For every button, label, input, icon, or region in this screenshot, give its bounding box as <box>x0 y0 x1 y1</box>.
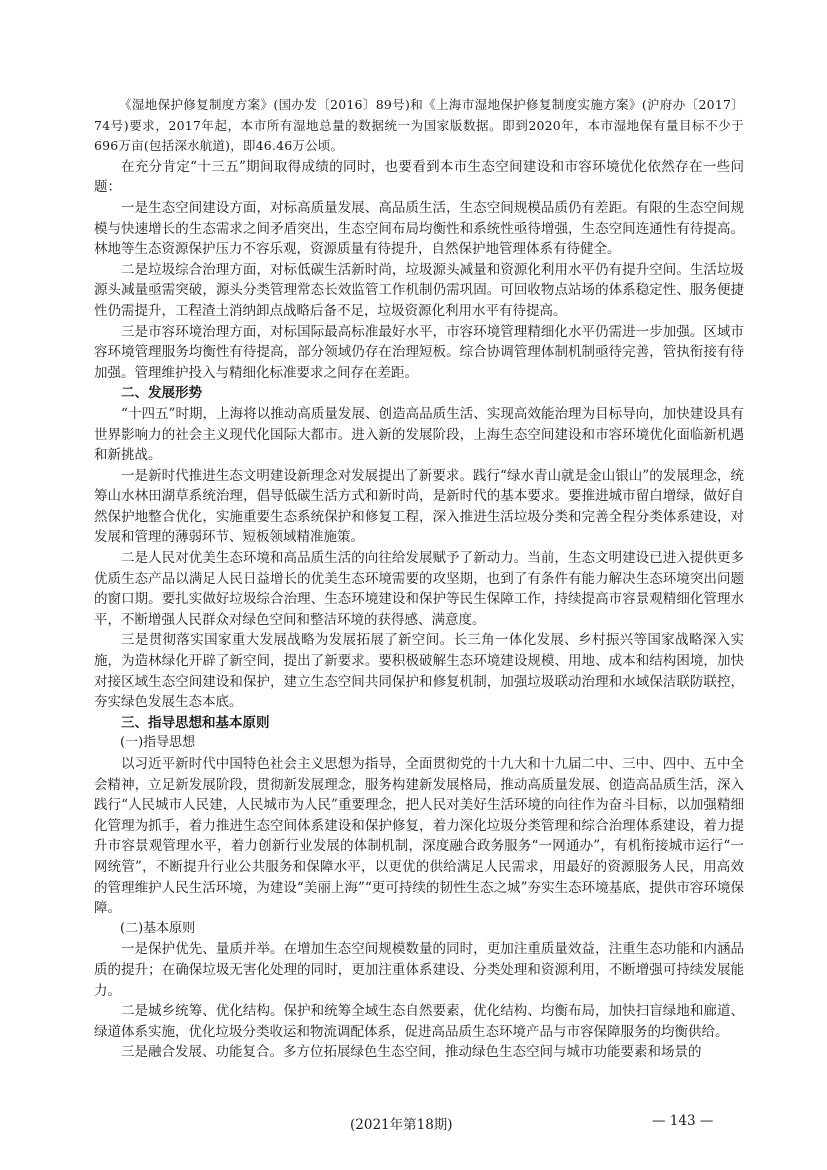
section-heading: 三、指导思想和基本原则 <box>121 714 270 731</box>
paragraph: 一是生态空间建设方面，对标高质量发展、高品质生活，生态空间规模品质仍有差距。有限的生态空间规模与快速增长的生态需求之间矛盾突出，生态空间布局均衡性和系统性亟待增强，生态空间连通性有待提高。林地等生态资源保护压力不容乐观，资源质量有待提升，自然保护地管理体系有待健全。 <box>94 199 744 258</box>
subsection-heading: (一)指导思想 <box>120 735 196 751</box>
paragraph: 一是保护优先、量质并举。在增加生态空间规模数量的同时，更加注重质量效益，注重生态功能和内涵品质的提升；在确保垃圾无害化处理的同时，更加注重体系建设、分类处理和资源利用，不断增强可持续发展能力。 <box>94 941 744 999</box>
paragraph: 《湿地保护修复制度方案》(国办发〔2016〕89号)和《上海市湿地保护修复制度实施方案》(沪府办〔2017〕74号)要求，2017年起，本市所有湿地总量的数据统一为国家版数据。即到2020年，本市湿地保有量目标不少于696万亩(包括深水航道)，即46.46万公顷。 <box>94 97 744 154</box>
paragraph: 在充分肯定“十三五”期间取得成绩的同时，也要看到本市生态空间建设和市容环境优化依然存在一些问题： <box>94 158 744 196</box>
subsection-heading: (二)基本原则 <box>120 920 196 936</box>
paragraph: 三是市容环境治理方面，对标国际最高标准最好水平，市容环境管理精细化水平仍需进一步加强。区域市容环境管理服务均衡性有待提高，部分领域仍存在治理短板。综合协调管理体制机制亟待完善，管执衔接有待加强。管理维护投入与精细化标准要求之间存在差距。 <box>94 323 744 381</box>
paragraph: “十四五”时期，上海将以推动高质量发展、创造高品质生活、实现高效能治理为目标导向，加快建设具有世界影响力的社会主义现代化国际大都市。进入新的发展阶段，上海生态空间建设和市容环境优化面临新机遇和新挑战。 <box>94 405 744 464</box>
page-number: — 143 — <box>652 1113 714 1129</box>
paragraph: 二是人民对优美生态环境和高品质生活的向往给发展赋予了新动力。当前，生态文明建设已进入提供更多优质生态产品以满足人民日益增长的优美生态环境需要的攻坚期，也到了有条件有能力解决生态环境突出问题的窗口期。要扎实做好垃圾综合治理、生态环境建设和保护等民生保障工作，持续提高市容景观精细化管理水平，不断增强人民群众对绿色空间和整洁环境的获得感、满意度。 <box>94 550 744 628</box>
paragraph: 三是融合发展、功能复合。多方位拓展绿色生态空间，推动绿色生态空间与城市功能要素和场景的 <box>121 1044 702 1061</box>
section-heading: 二、发展形势 <box>121 385 202 402</box>
paragraph: 三是贯彻落实国家重大发展战略为发展拓展了新空间。长三角一体化发展、乡村振兴等国家战略深入实施，为造林绿化开辟了新空间，提出了新要求。要积极破解生态环境建设规模、用地、成本和结构困境，加快对接区域生态空间建设和保护，建立生态空间共同保护和修复机制，加强垃圾联动治理和水域保洁联防联控，夯实绿色发展生态本底。 <box>94 632 744 711</box>
paragraph: 二是垃圾综合治理方面，对标低碳生活新时尚，垃圾源头减量和资源化利用水平仍有提升空间。生活垃圾源头减量亟需突破，源头分类管理常态长效监管工作机制仍需巩固。可回收物点站场的体系稳定性、服务便捷性仍需提升，工程渣土消纳卸点战略后备不足，垃圾资源化利用水平有待提高。 <box>94 261 744 319</box>
body-text <box>94 95 744 1063</box>
issue-label: (2021年第18期) <box>350 1117 453 1133</box>
paragraph: 二是城乡统筹、优化结构。保护和统筹全域生态自然要素，优化结构、均衡布局，加快扫盲绿地和廊道、绿道体系实施，优化垃圾分类收运和物流调配体系，促进高品质生态环境产品与市容保障服务的均衡供给。 <box>94 1003 744 1040</box>
paragraph: 一是新时代推进生态文明建设新理念对发展提出了新要求。践行“绿水青山就是金山银山”的发展理念，统筹山水林田湖草系统治理，倡导低碳生活方式和新时尚，是新时代的基本要求。要推进城市留白增绿，做好自然保护地整合优化，实施重要生态系统保护和修复工程，深入推进生活垃圾分类和完善全程分类体系建设，对发展和管理的薄弱环节、短板领域精准施策。 <box>94 467 744 546</box>
paragraph: 以习近平新时代中国特色社会主义思想为指导，全面贯彻党的十九大和十九届二中、三中、四中、五中全会精神，立足新发展阶段，贯彻新发展理念，服务构建新发展格局，推动高质量发展、创造高品质生活，深入践行“人民城市人民建，人民城市为人民”重要理念，把人民对美好生活环境的向往作为奋斗目标，以加强精细化管理为抓手，着力推进生态空间体系建设和保护修复，着力深化垃圾分类管理和综合治理体系建设，着力提升市容景观管理水平，着力创新行业发展的体制机制，深度融合政务服务“一网通办”，有机衔接城市运行“一网统管”，不断提升行业公共服务和保障水平，以更优的供给满足人民需求，用最好的资源服务人民，用高效的管理维护人民生活环境，为建设“美丽上海”“更可持续的韧性生态之城”夯实生态环境基底，提供市容环境保障。 <box>94 756 744 917</box>
